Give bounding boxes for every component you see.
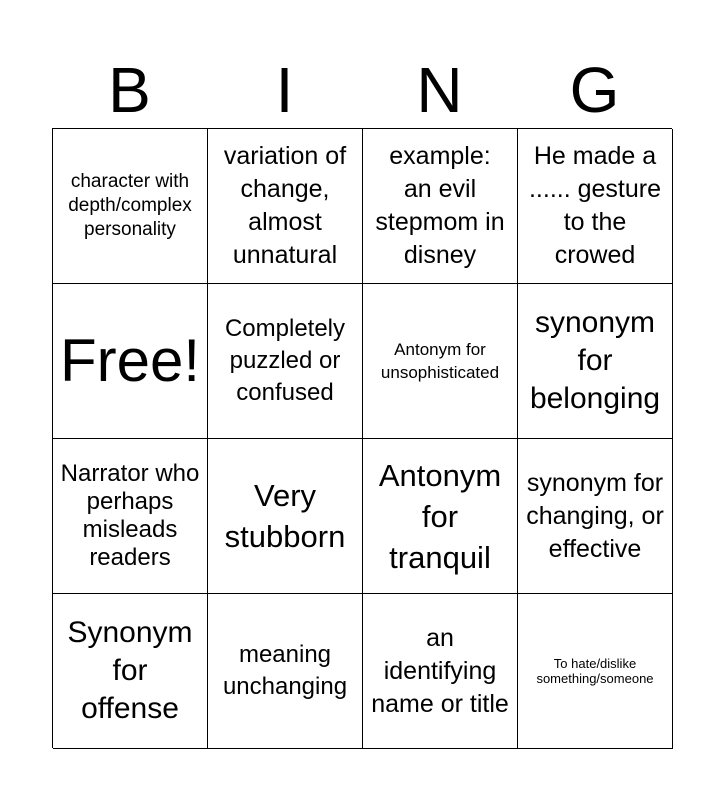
bingo-cell[interactable]	[53, 594, 208, 749]
cell-text: Synonym for offense	[67, 616, 193, 725]
bingo-cell[interactable]	[363, 129, 518, 284]
cell-text: synonym for belonging	[529, 306, 661, 415]
bingo-cell[interactable]	[208, 439, 363, 594]
cell-text: synonym for changing, or effective	[526, 468, 664, 563]
header-letter-n: N	[416, 54, 463, 126]
cell-text: variation of change, almost unnatural	[223, 142, 347, 269]
header-letter-g: G	[569, 54, 620, 126]
cell-text: meaning unchanging	[222, 641, 348, 700]
bingo-cell[interactable]	[363, 594, 518, 749]
header-letter-b: B	[108, 54, 151, 126]
cell-text: character with depth/complex personality	[68, 171, 192, 240]
bingo-cell[interactable]	[363, 284, 518, 439]
bingo-cell[interactable]	[518, 594, 673, 749]
bingo-cell[interactable]	[53, 129, 208, 284]
header-letter-i: I	[275, 54, 294, 126]
cell-text: Antonym for tranquil	[378, 457, 502, 575]
bingo-cell[interactable]	[518, 284, 673, 439]
cell-text: He made a ...... gesture to the crowed	[528, 142, 661, 269]
bingo-cell[interactable]	[208, 129, 363, 284]
bingo-cell[interactable]	[518, 129, 673, 284]
cell-text: Antonym for unsophisticated	[380, 340, 500, 382]
bingo-cell[interactable]	[363, 439, 518, 594]
free-cell[interactable]	[53, 284, 208, 439]
free-text: Free!	[59, 327, 201, 394]
bingo-cell[interactable]	[208, 284, 363, 439]
bingo-cell[interactable]	[518, 439, 673, 594]
cell-text: an identifying name or title	[371, 623, 509, 718]
bingo-header	[52, 52, 672, 128]
cell-text: Completely puzzled or confused	[224, 315, 346, 406]
bingo-cell[interactable]	[208, 594, 363, 749]
cell-text: To hate/dislike something/someone	[536, 656, 654, 686]
cell-text: Narrator who perhaps misleads readers	[60, 460, 200, 571]
bingo-cell[interactable]	[53, 439, 208, 594]
cell-text: Very stubborn	[224, 478, 346, 554]
bingo-board	[52, 128, 672, 748]
cell-text: example: an evil stepmom in disney	[375, 142, 505, 269]
